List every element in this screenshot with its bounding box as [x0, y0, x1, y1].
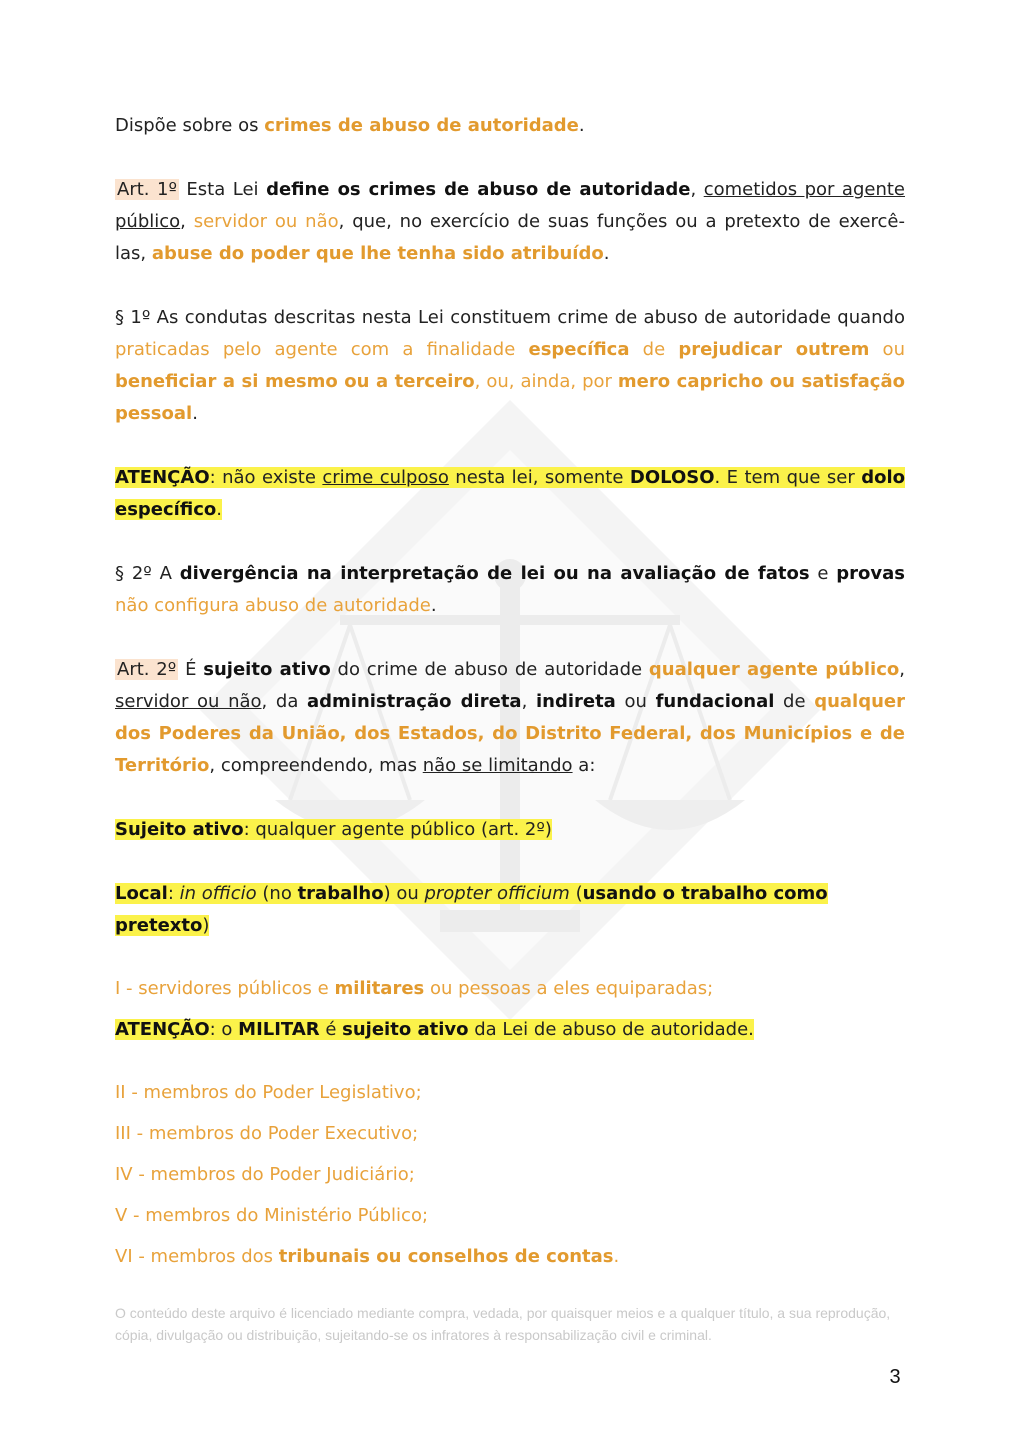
local-text: :: [167, 883, 180, 904]
par1-text: .: [192, 403, 198, 424]
dispoe-end: .: [578, 115, 585, 136]
art2-bold: sujeito ativo: [203, 659, 331, 680]
inciso6-bold: tribunais ou conselhos de contas: [278, 1246, 614, 1267]
par1-text: As condutas descritas nesta Lei constituem crime de abuso de autoridade quando: [150, 307, 905, 328]
local-italic: propter officium: [424, 883, 570, 904]
inciso-5: V - membros do Ministério Público;: [115, 1205, 429, 1226]
dispoe-text: Dispõe sobre os: [115, 115, 265, 136]
par1-orange-bold: prejudicar outrem: [678, 339, 870, 360]
inciso-3: III - membros do Poder Executivo;: [115, 1123, 419, 1144]
par2-label: § 2º: [115, 563, 152, 584]
inciso1-bold: militares: [334, 978, 425, 999]
art2-text: do crime de abuso de autoridade: [330, 659, 649, 680]
document-body: [115, 110, 905, 1273]
atencao2-label: ATENÇÃO: [115, 1019, 210, 1040]
par1-orange: de: [629, 339, 679, 360]
art2-text: , da: [261, 691, 308, 712]
art1-paragraph: [115, 174, 905, 270]
par2-bold: provas: [836, 563, 906, 584]
atencao1-bold: dolo específico: [115, 467, 906, 520]
atencao1-text: .: [216, 499, 222, 520]
art2-paragraph: [115, 654, 905, 782]
art2-text: ou: [615, 691, 656, 712]
atencao1-text: . E tem que ser: [714, 467, 862, 488]
atencao2-bold: sujeito ativo: [342, 1019, 469, 1040]
local-bold: usando o trabalho como pretexto: [115, 883, 828, 936]
art1-text: ,: [180, 211, 194, 232]
par2-text: A: [151, 563, 180, 584]
par2-bold: divergência na interpretação de lei ou na avaliação de fatos: [179, 563, 810, 584]
atencao1-text: : não existe: [209, 467, 323, 488]
art2-underline: servidor ou não: [115, 691, 262, 712]
local-label: Local: [115, 883, 168, 904]
local-text: ) ou: [383, 883, 425, 904]
local-text: (: [569, 883, 583, 904]
par1-label: § 1º: [115, 307, 151, 328]
par1-orange: , ou, ainda, por: [474, 371, 618, 392]
dispoe-highlight: crimes de abuso de autoridade: [264, 115, 579, 136]
par1-orange-bold: beneficiar a si mesmo ou a terceiro: [115, 371, 475, 392]
par1-orange: praticadas pelo agente com a finalidade: [115, 339, 529, 360]
art1-text: , que, no exercício de suas funções ou a pretexto de exercê-las,: [115, 211, 905, 264]
atencao2-text: é: [319, 1019, 343, 1040]
local-text: ): [202, 915, 210, 936]
art1-orange-bold: abuse do poder que lhe tenha sido atribuído: [151, 243, 604, 264]
par1-orange: ou: [869, 339, 905, 360]
inciso-2: II - membros do Poder Legislativo;: [115, 1082, 422, 1103]
atencao1-label: ATENÇÃO: [115, 467, 210, 488]
art2-orange-bold: qualquer dos Poderes da União, dos Estados, do Distrito Federal, dos Municípios e de Território: [115, 691, 906, 776]
sujeito-label: Sujeito ativo: [115, 819, 244, 840]
page-number: 3: [889, 1366, 901, 1388]
inciso-1: [115, 973, 905, 1005]
art1-text: .: [603, 243, 610, 264]
local-italic: in officio: [179, 883, 257, 904]
par1-paragraph: [115, 302, 905, 430]
par1-orange-bold: específica: [528, 339, 630, 360]
art2-bold: fundacional: [655, 691, 775, 712]
art2-bold: administração direta: [307, 691, 522, 712]
local-text: (no: [256, 883, 298, 904]
atencao1-text: nesta lei, somente: [448, 467, 630, 488]
art2-underline: não se limitando: [422, 755, 573, 776]
par2-text: e: [809, 563, 837, 584]
art2-orange-bold: qualquer agente público: [648, 659, 900, 680]
inciso-4: IV - membros do Poder Judiciário;: [115, 1164, 415, 1185]
art2-text: , compreendendo, mas: [209, 755, 423, 776]
atencao1-underline: crime culposo: [322, 467, 449, 488]
inciso-6: [115, 1241, 905, 1273]
art2-bold: indireta: [535, 691, 616, 712]
sujeito-text: : qualquer agente público (art. 2º): [243, 819, 552, 840]
atencao1-bold: DOLOSO: [629, 467, 715, 488]
local-bold: trabalho: [297, 883, 384, 904]
dispoe-paragraph: [115, 110, 905, 142]
inciso1-text: ou pessoas a eles equiparadas;: [424, 978, 714, 999]
par1-orange-bold: mero capricho ou satisfação pessoal: [115, 371, 905, 424]
atencao1-paragraph: [115, 462, 905, 526]
inciso6-text: VI - membros dos: [115, 1246, 279, 1267]
atencao2-paragraph: [115, 1014, 905, 1046]
license-footer: O conteúdo deste arquivo é licenciado mediante compra, vedada, por quaisquer meios e a qualquer título, a sua reprodução, cópia, divulgação ou distribuição, sujeitando-se os infratores à responsabilização civil e criminal.: [115, 1305, 891, 1343]
art1-text: Esta Lei: [178, 179, 267, 200]
sujeito-ativo-note: [115, 814, 905, 846]
art2-text: de: [774, 691, 815, 712]
art2-text: a:: [572, 755, 596, 776]
par2-text: .: [430, 595, 437, 616]
art1-orange: servidor ou não: [193, 211, 339, 232]
art2-text: ,: [521, 691, 536, 712]
art1-underline: cometidos por agente público: [115, 179, 906, 232]
inciso6-text: .: [613, 1246, 620, 1267]
art2-text: ,: [899, 659, 905, 680]
art1-label: Art. 1º: [117, 179, 177, 200]
art2-text: É: [178, 659, 204, 680]
inciso1-text: I - servidores públicos e: [115, 978, 335, 999]
art2-label: Art. 2º: [117, 659, 177, 680]
art1-bold: define os crimes de abuso de autoridade: [266, 179, 691, 200]
local-note: [115, 878, 905, 942]
atencao2-text: : o: [209, 1019, 239, 1040]
atencao2-bold: MILITAR: [238, 1019, 320, 1040]
par2-orange: não configura abuso de autoridade: [115, 595, 431, 616]
par2-paragraph: [115, 558, 905, 622]
art1-text: ,: [690, 179, 704, 200]
atencao2-text: da Lei de abuso de autoridade.: [468, 1019, 754, 1040]
